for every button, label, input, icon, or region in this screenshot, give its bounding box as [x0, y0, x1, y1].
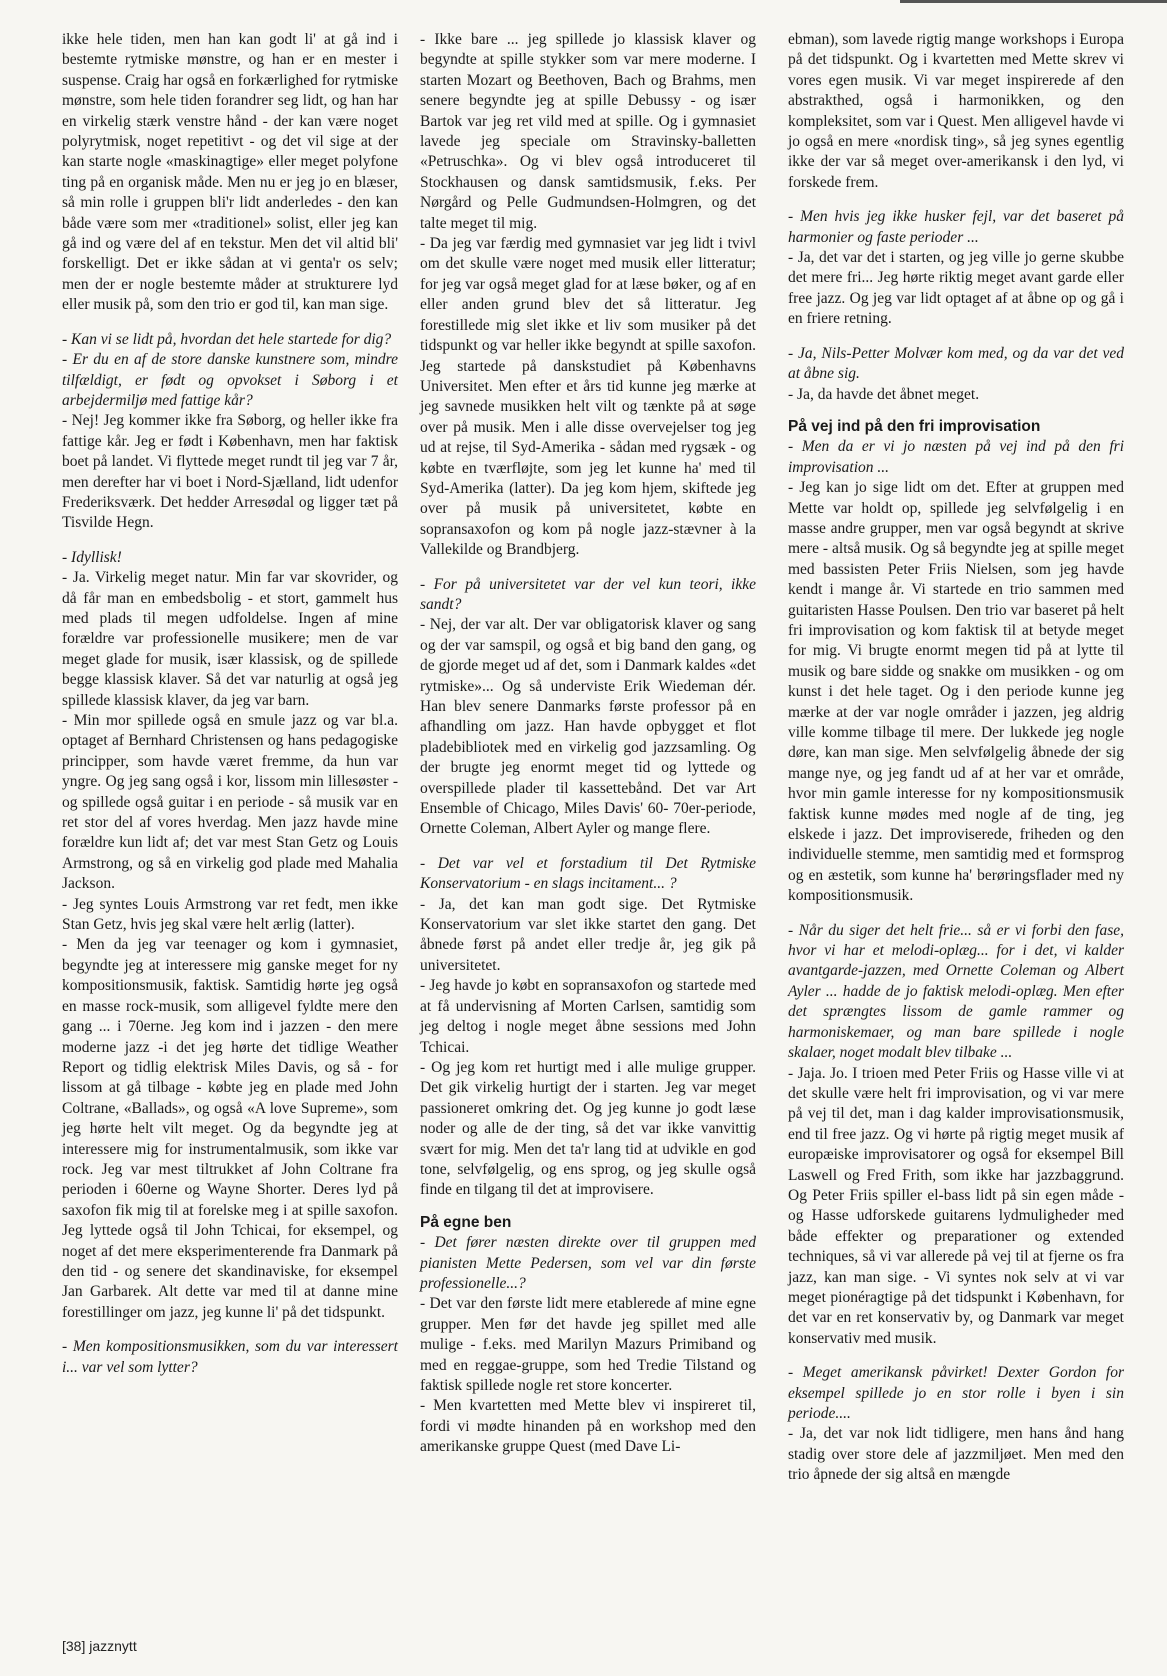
interview-question: - Men da er vi jo næsten på vej ind på den fri improvisation ... [788, 438, 1124, 476]
interview-question: - Kan vi se lidt på, hvordan det hele startede for dig? [62, 330, 392, 348]
paragraph: - Ja, det var nok lidt tidligere, men hans ånd hang stadig over store dele af jazzmiljøet. Men med den trio åpnede der sig altså en mængde [788, 1425, 1124, 1484]
interview-question: - Er du en af de store danske kunstnere som, mindre tilfældigt, er født og opvokset i Søborg i et arbejdermiljø med fattige kår? [62, 351, 398, 409]
interview-question: - Ja, Nils-Petter Molvær kom med, og da var det ved at åbne sig. [788, 344, 1124, 383]
interview-question: - Men kompositionsmusikken, som du var interessert i... var vel som lytter? [62, 1338, 398, 1376]
interview-question: - Det var vel et forstadium til Det Rytmiske Konservatorium - en slags incitament... ? [420, 854, 756, 893]
interview-question: - For på universitetet var der vel kun teori, ikke sandt? [420, 575, 756, 613]
page-footer: [38] jazznytt [62, 1638, 137, 1654]
paragraph: - Nej! Jeg kommer ikke fra Søborg, og heller ikke fra fattige kår. Jeg er født i København, men har faktisk boet på landet. Vi flyttede meget rundt til jeg var 7 år, men derefter har vi boet i Nord-Sjælland, lidt udenfor Frederiksværk. Det hedder Arresødal og ligger tæt på Tisvilde Hegn. [62, 412, 398, 532]
paragraph: - Ikke bare ... jeg spillede jo klassisk klaver og begyndte at spille stykker som var mere moderne. I starten Mozart og Beethoven, Bach og Brahms, men senere begyndte jeg at spille Debussy - og især Bartok var jeg ret vild med at spille. Og i gymnasiet lavede jeg speciale om Stravinsky-balletten «Petruschka». Og vi blev også introduceret til Stockhausen og dansk samtidsmusik, f.eks. Per Nørgård og Pelle Gudmundsen-Holmgren, og det talte meget til mig. [420, 31, 756, 232]
column-3 [788, 30, 1124, 1486]
paragraph: - Ja, det kan man godt sige. Det Rytmiske Konservatorium var slet ikke startet den gang. Det åbnede først på andet eller tredje år, jeg gik på universitetet. [420, 895, 756, 974]
section-heading: På egne ben [420, 1213, 512, 1231]
paragraph: - Og jeg kom ret hurtigt med i alle mulige grupper. Det gik virkelig hurtigt der i starten. Jeg var meget passioneret omkring det. Og jeg kunne jo godt læse noder og alle de der ting, så det var ikke vanvittig svært for mig. Men det ta'r lang tid at udvikle en god tone, selvfølgelig, og ens sprog, og jeg skulle også finde en tilgang til det at improvisere. [420, 1058, 756, 1199]
column-1 [62, 30, 398, 1378]
top-rule [900, 0, 1167, 3]
paragraph: ebman), som lavede rigtig mange workshops i Europa på det tidspunkt. Og i kvartetten med Mette skrev vi vores egen musik. Vi var meget inspirerede af den abstrakthed, også i harmonikken, og den kompleksitet, som var i Quest. Men alligevel havde vi jo også en mere «nordisk ting», så jeg synes egentlig ikke der var så meget over-amerikansk i den lyd, vi forskede frem. [788, 31, 1124, 191]
paragraph: - Nej, der var alt. Der var obligatorisk klaver og sang og der var samspil, og også et big band den gang, og de gjorde meget ud af det, som i Danmark kaldes «det rytmiske»... Og så underviste Erik Wiedeman dér. Han blev senere Danmarks første professor på en afhandling om jazz. Han havde opbygget et flot pladebibliotek med en virkelig god jazzsamling. Og der brugte jeg enormt meget tid og lyttede og overspillede plader til kassettebånd. Det var Art Ensemble of Chicago, Miles Davis' 60- 70er-periode, Ornette Coleman, Albert Ayler og mange flere. [420, 616, 756, 838]
interview-question: - Meget amerikansk påvirket! Dexter Gordon for eksempel spillede jo en stor rolle i byen i sin periode.... [788, 1364, 1124, 1422]
interview-question: - Men hvis jeg ikke husker fejl, var det baseret på harmonier og faste perioder ... [788, 208, 1124, 246]
paragraph: ikke hele tiden, men han kan godt li' at gå ind i bestemte rytmiske mønstre, og han er en mester i suspense. Craig har også en forkærlighed for rytmiske mønstre, som hele tiden forandrer seg lidt, og han har en virkelig stærk venstre hånd - der kan være noget polyrytmisk, noget repetitivt - og det vil sige at der kan starte nogle «maskinagtige» eller meget polyfone ting på en organisk måde. Men nu er jeg jo en blæser, så min rolle i gruppen bli'r lidt anderledes - den kan både være som mer «traditionel» solist, eller jeg kan gå ind og være del af en tekstur. Men det vil altid bli' forskelligt. Det er ikke sådan at vi genta'r os selv; men der er nogle bestemte måder at strukturere lyd eller musik på, som den trio er god til, kan man sige. [62, 31, 398, 314]
paragraph: - Da jeg var færdig med gymnasiet var jeg lidt i tvivl om det skulle være noget med musik eller litteratur; for jeg var også meget glad for at læse bøker, og af en eller anden grund blev det så litteratur. Jeg forestillede mig slet ikke et liv som musiker på det tidspunkt og var heller ikke begyndt at spille saxofon. Jeg startede på danskstudiet på Københavns Universitet. Men efter et års tid kunne jeg mærke at jeg savnede musikken helt vilt og tænkte på at søge over på musik. Men i alle disse overvejelser tog jeg ud at rejse, til Syd-Amerika - sådan med rygsæk - og købte en tværfløjte, som jeg let kunne ha' med til Syd-Amerika (latter). Da jeg kom hjem, skiftede jeg over på musik på universitetet, købte en sopransaxofon og kom på nogle jazz-stævner à la Vallekilde og Brandbjerg. [420, 235, 756, 559]
paragraph: - Jeg syntes Louis Armstrong var ret fedt, men ikke Stan Getz, hvis jeg skal være helt ærlig (latter). [62, 895, 398, 934]
paragraph: - Men kvartetten med Mette blev vi inspireret til, fordi vi mødte hinanden på en workshop med den amerikanske gruppe Quest (med Dave Li- [420, 1397, 756, 1456]
paragraph: - Jeg kan jo sige lidt om det. Efter at gruppen med Mette var holdt op, spillede jeg selvfølgelig i en masse andre grupper, men var også begyndt at skrive mere - altså musik. Og så begyndte jeg at spille meget med bassisten Peter Friis Nielsen, som jeg havde kendt i mange år. Vi startede en trio sammen med guitaristen Hasse Poulsen. Den trio var baseret på helt fri improvisation og kom faktisk til at betyde meget for mig. Vi brugte enormt megen tid på at lytte til musik og bare sidde og snakke om musikken - og om kunst i det hele taget. Og i den periode kunne jeg mærke at der var nogle områder i jazzen, jeg aldrig ville komme tilbage til mere. Der lukkede jeg nogle døre, kan man sige. Men selvfølgelig åbnede der sig mange nye, og jeg fandt ud af at her var et område, hvor min gamle interesse for ny kompositionsmusik faktisk kunne mødes med nogle af de ting, jeg elskede i jazz. Det improviserede, friheden og den individuelle stemme, men samtidig med et formsprog og en æstetik, som kunne ha' berøringsflader med ny kompositionsmusik. [788, 479, 1124, 905]
interview-question: - Når du siger det helt frie... så er vi forbi den fase, hvor vi har et melodi-oplæg... for i det, vi kalder avantgarde-jazzen, med Ornette Coleman og Albert Ayler ... hadde de jo faktisk melodi-oplæg. Men efter det sprængtes lissom de gamle rammer og harmoniskemaer, og man bare spillede i nogle skalaer, noget modalt blev tilbake ... [788, 921, 1124, 1062]
paragraph: - Jaja. Jo. I trioen med Peter Friis og Hasse ville vi at det skulle være helt fri improvisation, og vi var mere på vej til det, man i dag kalder improvisationsmusik, end til free jazz. Og vi hørte på rigtig meget musik af europæiske improvisatorer og også for eksempel Bill Laswell og Fred Frith, som ikke har jazzbaggrund. Og Peter Friis spiller el-bass lidt på sin egen måde - og Hasse udforskede guitarens lydmuligheder med både effekter og preparationer og extended techniques, så vi var allerede på vej til at fjerne os fra jazz, kan man sige. - Vi syntes nok selv at vi var meget pionéragtige på det tidspunkt i København, for det var en ret konservativ by, og Danmark var meget konservativ med musik. [788, 1064, 1124, 1347]
column-2 [420, 30, 756, 1458]
paragraph: - Ja, da havde det åbnet meget. [788, 385, 980, 403]
paragraph: - Men da jeg var teenager og kom i gymnasiet, begyndte jeg at interessere mig ganske meget for ny kompositionsmusik, faktisk. Samtidig hørte jeg også en masse rock-musik, som alligevel fyldte mere den gang ... i 70erne. Jeg kom ind i jazzen - den mere moderne jazz -i det jeg hørte det tidlige Weather Report og tidlig elektrisk Miles Davis, og så - for lissom at gå tilbage - købte jeg en plade med John Coltrane, «Ballads», og også «A love Supreme», som jeg hørte helt vilt meget. Og da begyndte jeg at interessere mig for instrumentalmusik, som ikke var rock. Jeg var mest tiltrukket af John Coltrane fra perioden i 60erne og Wayne Shorter. Deres lyd på saxofon fik mig til at forelske meg i at spille saxofon. Jeg lyttede også til John Tchicai, for eksempel, og noget af det mere eksperimenterende fra Danmark på den tid - og senere det skandinaviske, for eksempel Jan Garbarek. Alt dette var med til at danne mine forestillinger om jazz, jeg kunne li' på det tidspunkt. [62, 936, 398, 1321]
section-heading: På vej ind på den fri improvisation [788, 417, 1041, 435]
paragraph: - Min mor spillede også en smule jazz og var bl.a. optaget af Bernhard Christensen og hans pedagogiske principper, som havde været fremme, da hun var yngre. Og jeg sang også i kor, lissom min lillesøster - og spillede også guitar i en periode - så musik var en ret stor del af vores hverdag. Men jazz havde mine forældre kun lidt af; det var mest Stan Getz og Louis Armstrong, og så en virkelig god plade med Mahalia Jackson. [62, 712, 398, 893]
paragraph: - Ja. Virkelig meget natur. Min far var skovrider, og då får man en embedsbolig - et stort, gammelt hus med plads til megen udfoldelse. Ingen af mine forældre var professionelle musikere; men de var meget glade for musik, især klassisk, og de spillede begge klassisk klaver. Så det var naturlig at også jeg spillede klassisk klaver, da jeg var barn. [62, 569, 398, 709]
paragraph: - Jeg havde jo købt en sopransaxofon og startede med at få undervisning af Morten Carlsen, samtidig som jeg deltog i nogle meget åbne sessions med John Tchicai. [420, 977, 756, 1056]
paragraph: - Ja, det var det i starten, og jeg ville jo gerne skubbe det mere fri... Jeg hørte riktig meget avant garde eller free jazz. Og jeg var lidt optaget af at åbne op og gå i en friere retning. [788, 249, 1124, 328]
interview-question: - Det fører næsten direkte over til gruppen med pianisten Mette Pedersen, som vel var din første professionelle...? [420, 1234, 756, 1292]
interview-question: - Idyllisk! [62, 548, 122, 566]
paragraph: - Det var den første lidt mere etablerede af mine egne grupper. Men før det havde jeg spillet med alle mulige - f.eks. med Marilyn Mazurs Primiband og med en reggae-gruppe, som hed Tredie Tilstand og faktisk spillede nogle ret store koncerter. [420, 1295, 756, 1394]
